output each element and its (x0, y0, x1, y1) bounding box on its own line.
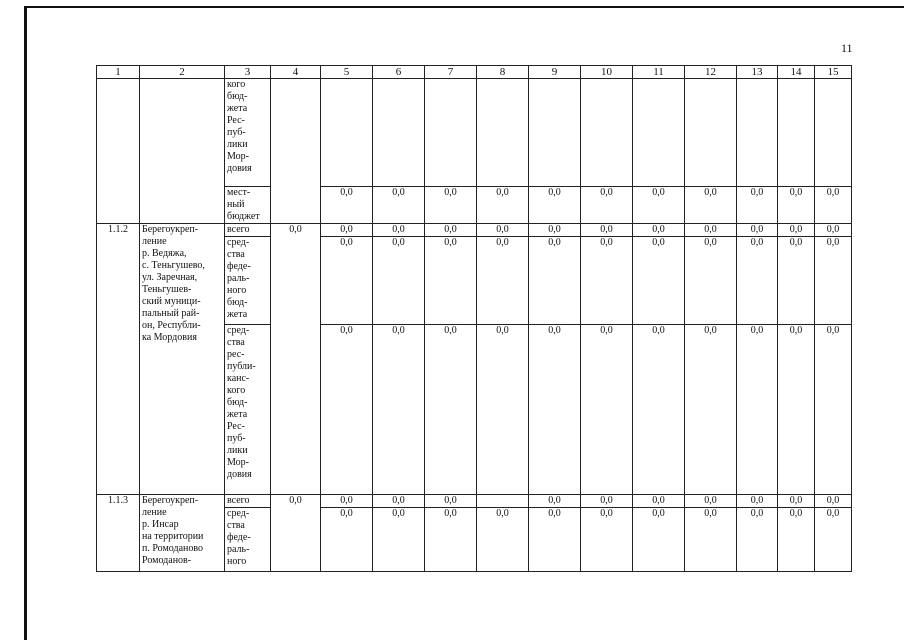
value-cell: 0,0 (815, 495, 852, 508)
table-row (97, 79, 852, 187)
value-cell: 0,0 (321, 187, 373, 224)
value-cell: 0,0 (425, 325, 477, 495)
value-cell: 0,0 (737, 325, 778, 495)
value-cell: 0,0 (581, 224, 633, 237)
item-name-cell: Берегоукреп- ление р. Ведяжа, с. Теньгушево, ул. Заречная, Теньгушев- ский муници- пальный рай- он, Республи- ка Мордовия (140, 224, 225, 495)
header-cell: 15 (815, 66, 852, 79)
value-cell: 0,0 (529, 325, 581, 495)
value-cell: 0,0 (321, 237, 373, 325)
value-cell: 0,0 (425, 237, 477, 325)
value-cell: 0,0 (815, 224, 852, 237)
header-cell: 5 (321, 66, 373, 79)
value-cell: 0,0 (633, 508, 685, 572)
value-cell: 0,0 (581, 495, 633, 508)
value-cell: 0,0 (778, 508, 815, 572)
header-cell: 9 (529, 66, 581, 79)
header-cell: 4 (271, 66, 321, 79)
value-cell (373, 79, 425, 187)
value-cell (737, 79, 778, 187)
value-cell: 0,0 (633, 224, 685, 237)
value-cell: 0,0 (778, 187, 815, 224)
scan-border-left (24, 6, 27, 640)
source-cell: кого бюд- жета Рес- пуб- лики Мор- довия (225, 79, 271, 187)
budget-table (96, 65, 852, 572)
value-cell: 0,0 (373, 224, 425, 237)
source-cell: сред- ства феде- раль- ного бюд- жета (225, 237, 271, 325)
value-cell: 0,0 (633, 495, 685, 508)
source-cell: мест- ный бюджет (225, 187, 271, 224)
value-cell: 0,0 (778, 495, 815, 508)
header-cell: 6 (373, 66, 425, 79)
header-cell: 13 (737, 66, 778, 79)
value-cell: 0,0 (737, 187, 778, 224)
value-cell: 0,0 (477, 224, 529, 237)
value-cell (425, 79, 477, 187)
value-cell: 0,0 (581, 237, 633, 325)
name-cell (140, 79, 225, 224)
header-cell: 3 (225, 66, 271, 79)
value-cell: 0,0 (321, 224, 373, 237)
value-cell: 0,0 (529, 495, 581, 508)
value-cell: 0,0 (737, 224, 778, 237)
value-cell: 0,0 (815, 508, 852, 572)
col4-cell (271, 79, 321, 224)
item-code-cell: 1.1.3 (97, 495, 140, 572)
value-cell (685, 79, 737, 187)
header-cell: 12 (685, 66, 737, 79)
value-cell: 0,0 (425, 224, 477, 237)
value-cell (321, 79, 373, 187)
col4-cell: 0,0 (271, 495, 321, 572)
page-number: 11 (841, 41, 853, 55)
value-cell (477, 79, 529, 187)
value-cell: 0,0 (633, 237, 685, 325)
value-cell (815, 79, 852, 187)
value-cell: 0,0 (633, 187, 685, 224)
value-cell: 0,0 (529, 508, 581, 572)
value-cell: 0,0 (425, 187, 477, 224)
value-cell: 0,0 (685, 325, 737, 495)
header-cell: 14 (778, 66, 815, 79)
header-cell: 1 (97, 66, 140, 79)
value-cell: 0,0 (425, 495, 477, 508)
value-cell: 0,0 (815, 237, 852, 325)
value-cell: 0,0 (815, 187, 852, 224)
value-cell: 0,0 (778, 224, 815, 237)
header-cell: 7 (425, 66, 477, 79)
value-cell: 0,0 (685, 237, 737, 325)
value-cell: 0,0 (321, 325, 373, 495)
scan-border-top (27, 6, 904, 8)
source-cell: всего (225, 224, 271, 237)
value-cell: 0,0 (778, 325, 815, 495)
value-cell: 0,0 (778, 237, 815, 325)
source-cell: сред- ства рес- публи- канс- кого бюд- жета Рес- пуб- лики Мор- довия (225, 325, 271, 495)
value-cell: 0,0 (373, 187, 425, 224)
value-cell: 0,0 (581, 325, 633, 495)
value-cell: 0,0 (373, 508, 425, 572)
item-name-cell: Берегоукреп- ление р. Инсар на территории п. Ромоданово Ромоданов- (140, 495, 225, 572)
value-cell: 0,0 (581, 187, 633, 224)
value-cell: 0,0 (737, 508, 778, 572)
value-cell: 0,0 (529, 224, 581, 237)
value-cell (477, 495, 529, 508)
code-cell (97, 79, 140, 224)
value-cell: 0,0 (815, 325, 852, 495)
table-row (97, 224, 852, 237)
value-cell: 0,0 (529, 237, 581, 325)
value-cell (778, 79, 815, 187)
value-cell (581, 79, 633, 187)
value-cell: 0,0 (477, 187, 529, 224)
value-cell: 0,0 (633, 325, 685, 495)
source-cell: сред- ства феде- раль- ного (225, 508, 271, 572)
value-cell (633, 79, 685, 187)
value-cell: 0,0 (685, 495, 737, 508)
value-cell: 0,0 (373, 325, 425, 495)
source-cell: всего (225, 495, 271, 508)
header-cell: 10 (581, 66, 633, 79)
value-cell: 0,0 (685, 508, 737, 572)
value-cell: 0,0 (685, 224, 737, 237)
value-cell: 0,0 (477, 325, 529, 495)
table-body (97, 66, 852, 572)
value-cell: 0,0 (685, 187, 737, 224)
value-cell: 0,0 (477, 237, 529, 325)
table-row (97, 495, 852, 508)
header-row (97, 66, 852, 79)
value-cell: 0,0 (581, 508, 633, 572)
value-cell (529, 79, 581, 187)
col4-cell: 0,0 (271, 224, 321, 495)
header-cell: 2 (140, 66, 225, 79)
header-cell: 11 (633, 66, 685, 79)
value-cell: 0,0 (529, 187, 581, 224)
value-cell: 0,0 (321, 495, 373, 508)
header-cell: 8 (477, 66, 529, 79)
value-cell: 0,0 (373, 495, 425, 508)
value-cell: 0,0 (425, 508, 477, 572)
value-cell: 0,0 (737, 237, 778, 325)
item-code-cell: 1.1.2 (97, 224, 140, 495)
value-cell: 0,0 (373, 237, 425, 325)
value-cell: 0,0 (477, 508, 529, 572)
value-cell: 0,0 (321, 508, 373, 572)
value-cell: 0,0 (737, 495, 778, 508)
